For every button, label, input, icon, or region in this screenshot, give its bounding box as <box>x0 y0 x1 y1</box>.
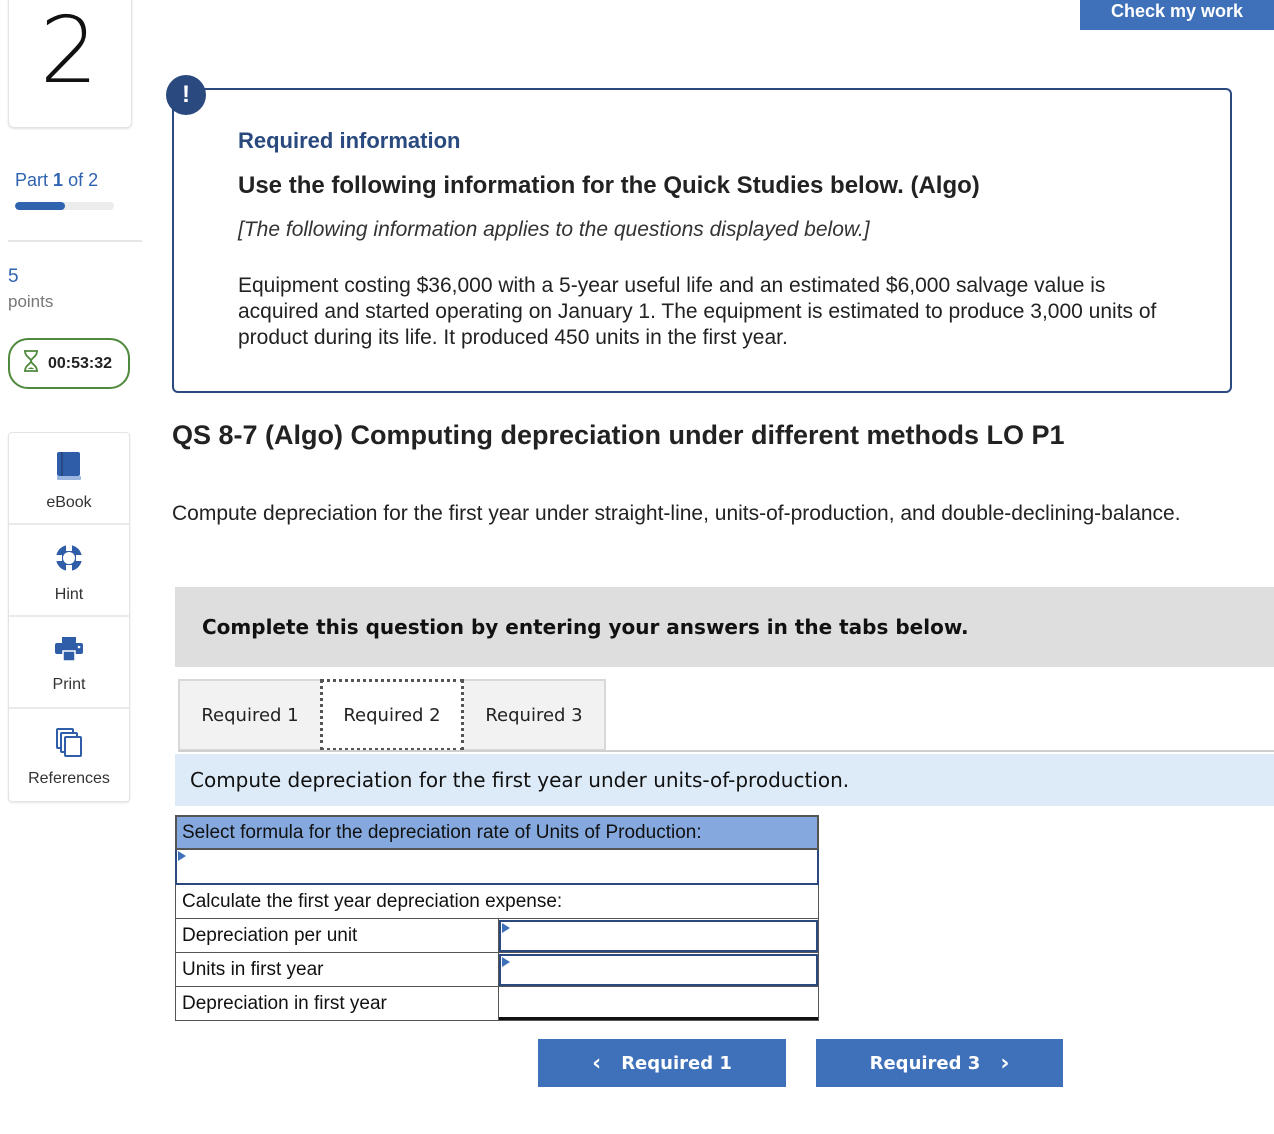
part-indicator <box>15 170 98 191</box>
tool-print[interactable] <box>9 617 129 709</box>
required-info-label: Required information <box>238 128 461 153</box>
printer-icon <box>54 635 84 668</box>
hourglass-icon <box>22 350 40 377</box>
formula-header: Select formula for the depreciation rate of Units of Production: <box>175 815 819 850</box>
required-tabs <box>178 679 606 751</box>
chevron-left-icon: ‹ <box>592 1050 602 1076</box>
tab-required-2[interactable]: Required 2 <box>320 679 464 751</box>
question-number-card <box>8 0 132 128</box>
depreciation-first-year-total <box>499 987 818 1020</box>
tool-ebook[interactable] <box>9 433 129 525</box>
row-label: Depreciation per unit <box>176 919 499 952</box>
next-required-button[interactable] <box>816 1039 1063 1087</box>
part-progress-fill <box>15 202 65 210</box>
required-info-box <box>172 88 1232 393</box>
calc-header: Calculate the first year depreciation expense: <box>175 885 819 919</box>
input-marker-icon <box>502 923 510 933</box>
prev-label: Required 1 <box>621 1052 732 1074</box>
info-body: Equipment costing $36,000 with a 5-year useful life and an estimated $6,000 salvage value is acquired and started operating on January 1. The equipment is estimated to produce 3,000 units of product during its life. It produced 450 units in the first year. <box>238 274 1157 349</box>
tool-hint[interactable] <box>9 525 129 617</box>
tabs-underline <box>178 750 1274 752</box>
alert-icon: ! <box>166 75 206 115</box>
formula-select[interactable] <box>175 850 819 885</box>
units-first-year-input[interactable] <box>499 954 818 986</box>
points-label: points <box>8 292 54 311</box>
table-row <box>175 987 819 1021</box>
table-row <box>175 953 819 987</box>
tool-hint-label: Hint <box>54 586 84 603</box>
question-prompt: Compute depreciation for the first year under straight-line, units-of-production, and double-declining-balance. <box>172 502 1181 525</box>
lifebuoy-icon <box>54 543 84 578</box>
tab-required-3[interactable]: Required 3 <box>464 679 606 751</box>
answer-table <box>175 815 819 1021</box>
part-current: 1 <box>53 170 64 190</box>
book-icon <box>55 451 83 486</box>
table-row <box>175 919 819 953</box>
check-my-work-button[interactable]: Check my work <box>1080 0 1274 30</box>
chevron-right-icon: › <box>1000 1050 1010 1076</box>
question-number: 2 <box>39 0 99 104</box>
tab-instruction: Compute depreciation for the first year under units-of-production. <box>175 754 1274 806</box>
documents-icon <box>55 727 83 762</box>
input-marker-icon <box>502 957 510 967</box>
row-label: Depreciation in first year <box>176 987 499 1020</box>
complete-instructions: Complete this question by entering your answers in the tabs below. <box>175 587 1274 667</box>
part-of: of <box>68 170 84 190</box>
tools-panel <box>8 432 130 802</box>
next-label: Required 3 <box>869 1052 981 1074</box>
timer-text: 00:53:32 <box>48 354 113 372</box>
part-progress-bar <box>15 202 114 210</box>
timer[interactable] <box>8 338 130 389</box>
question-title: QS 8-7 (Algo) Computing depreciation under different methods LO P1 <box>172 420 1065 450</box>
part-total: 2 <box>88 170 99 190</box>
tool-print-label: Print <box>52 676 86 693</box>
tool-ebook-label: eBook <box>46 494 92 511</box>
tool-references[interactable] <box>9 709 129 801</box>
tool-references-label: References <box>28 770 110 787</box>
tab-required-1[interactable]: Required 1 <box>178 679 320 751</box>
part-prefix: Part <box>15 170 49 190</box>
input-marker-icon <box>178 851 186 861</box>
prev-required-button[interactable] <box>538 1039 786 1087</box>
row-label: Units in first year <box>176 953 499 986</box>
info-heading: Use the following information for the Quick Studies below. (Algo) <box>238 172 980 199</box>
info-note: [The following information applies to the questions displayed below.] <box>238 218 870 241</box>
points-value: 5 <box>8 266 19 287</box>
depreciation-per-unit-input[interactable] <box>499 920 818 952</box>
rail-divider <box>8 240 142 242</box>
